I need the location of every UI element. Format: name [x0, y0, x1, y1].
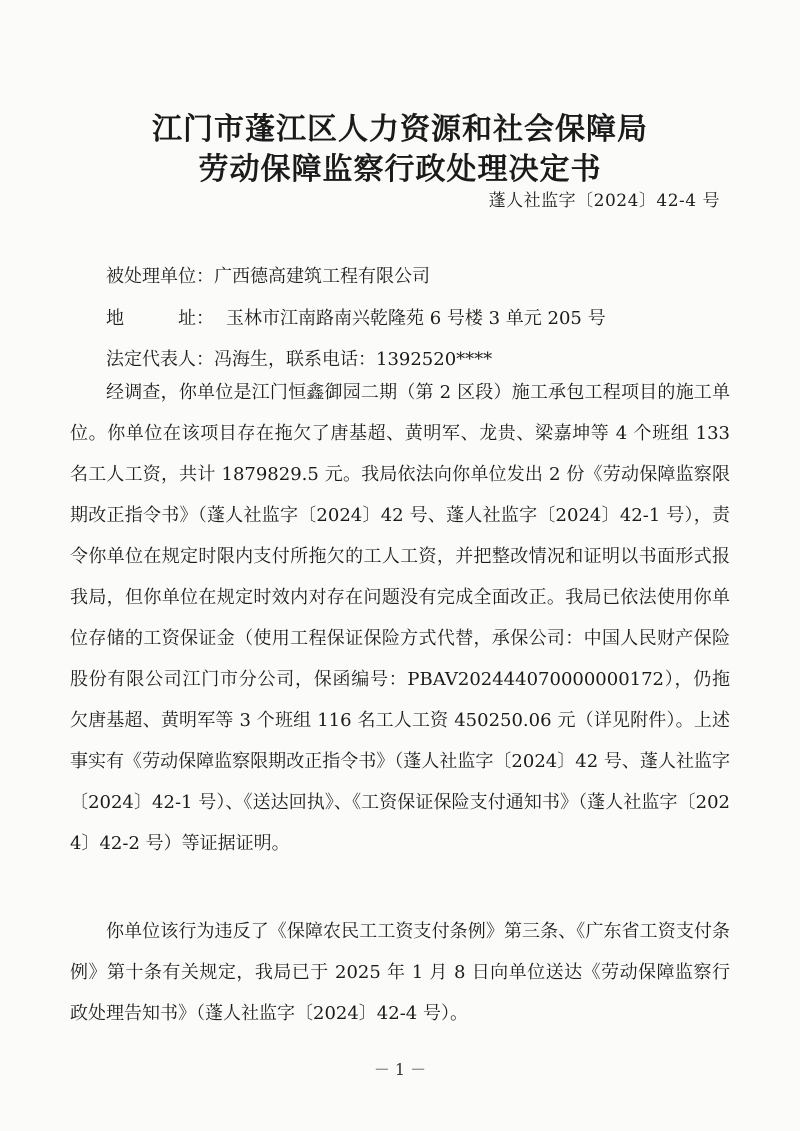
info-address-label: 地 址：	[106, 308, 214, 329]
info-address	[106, 304, 606, 330]
body-paragraph-2: 你单位该行为违反了《保障农民工工资支付条例》第三条、《广东省工资支付条例》第十条有关规定，我局已于 2025 年 1 月 8 日向单位送达《劳动保障监察行政处理告知书》（蓬人社监字〔2024〕42-4 号）。	[70, 921, 730, 1024]
info-address-value: 玉林市江南路南兴乾隆苑 6 号楼 3 单元 205 号	[226, 308, 606, 329]
document-title-line1: 江门市蓬江区人力资源和社会保障局	[152, 112, 648, 147]
document-number: 蓬人社监字〔2024〕42-4 号	[488, 191, 720, 211]
info-rep-label: 法定代表人：	[106, 349, 214, 370]
info-unit-value: 广西德高建筑工程有限公司	[214, 266, 430, 287]
info-representative	[106, 345, 492, 371]
info-unit-label: 被处理单位：	[106, 266, 214, 287]
info-rep-value: 冯海生，联系电话：1392520****	[214, 349, 493, 370]
body-paragraph-1: 经调查，你单位是江门恒鑫御园二期（第 2 区段）施工承包工程项目的施工单位。你单位在该项目存在拖欠了唐基超、黄明军、龙贵、梁嘉坤等 4 个班组 133 名工人工资，共计 1879829.5 元。我局依法向你单位发出 2 份《劳动保障监察限期改正指令书》（蓬人社监字〔2024〕42 号、蓬人社监字〔2024〕42-1 号），责令你单位在规定时限内支付所拖欠的工人工资，并把整改情况和证明以书面形式报我局，但你单位在规定时效内对存在问题没有完成全面改正。我局已依法使用你单位存储的工资保证金（使用工程保证保险方式代替，承保公司：中国人民财产保险股份有限公司江门市分公司，保函编号：PBAV202444070000000172），仍拖欠唐基超、黄明军等 3 个班组 116 名工人工资 450250.06 元（详见附件）。上述事实有《劳动保障监察限期改正指令书》（蓬人社监字〔2024〕42 号、蓬人社监字〔2024〕42-1 号）、《送达回执》、《工资保证保险支付通知书》（蓬人社监字〔2024〕42-2 号）等证据证明。	[70, 382, 730, 854]
info-unit	[106, 262, 430, 288]
page-number: － 1 －	[373, 1060, 427, 1079]
document-title-line2: 劳动保障监察行政处理决定书	[198, 152, 602, 187]
